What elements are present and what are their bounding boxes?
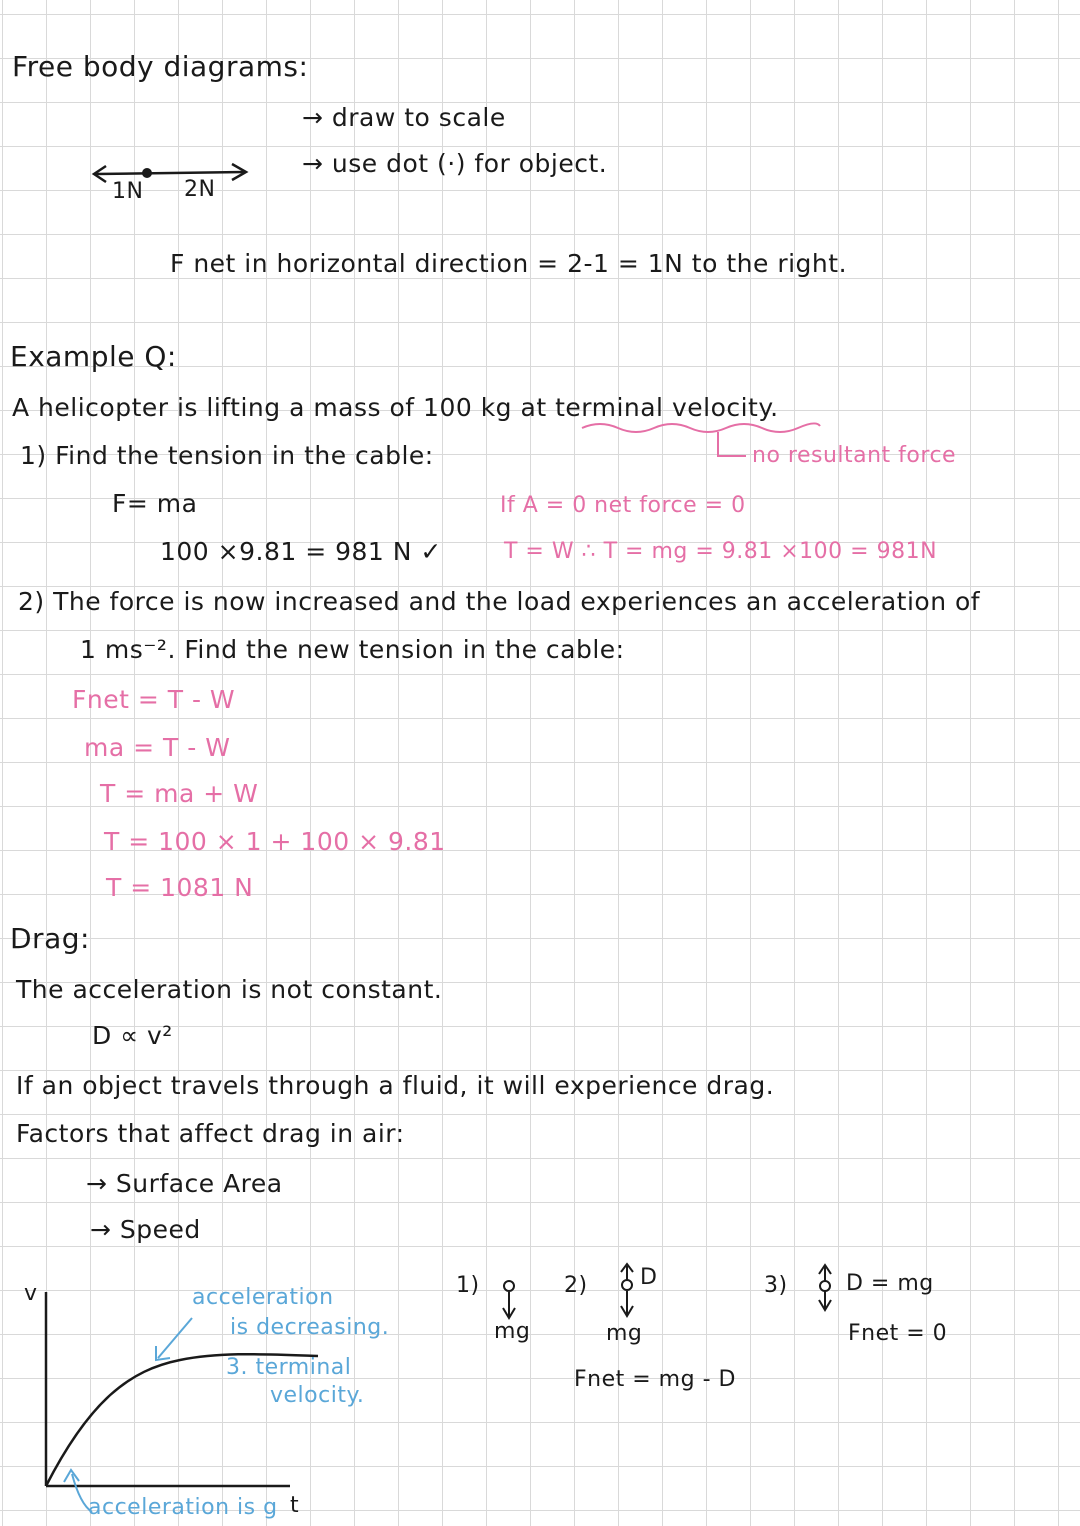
page-title: Free body diagrams: [12,50,309,83]
drag-factor-speed: → Speed [90,1215,201,1244]
drag-line-2: If an object travels through a fluid, it will experience drag. [16,1071,775,1100]
tension-calc-1: 100 ×9.81 = 981 N ✓ [160,537,442,566]
drag-line-3: Factors that affect drag in air: [16,1119,405,1148]
graph-x-label: t [290,1493,300,1518]
stage-2-number: 2) [564,1273,588,1298]
stage-1-number: 1) [456,1273,480,1298]
stage-2-drag: D [640,1265,658,1290]
stage-1-weight: mg [494,1319,531,1344]
annotation-terminal: 3. terminal [226,1355,352,1380]
if-a-zero-note: If A = 0 net force = 0 [500,493,746,518]
stage-2-weight: mg [606,1321,643,1346]
stage-3-number: 3) [764,1273,788,1298]
drag-heading: Drag: [10,922,90,955]
drag-proportionality: D ∝ v² [92,1021,173,1050]
f-equals-ma: F= ma [112,489,198,518]
example-heading: Example Q: [10,340,177,373]
working-line-4: T = 100 × 1 + 100 × 9.81 [104,827,446,856]
working-line-5: T = 1081 N [106,873,254,902]
working-line-1: Fnet = T - W [72,685,236,714]
tension-equals-weight: T = W ∴ T = mg = 9.81 ×100 = 981N [504,539,938,564]
fnet-horizontal: F net in horizontal direction = 2-1 = 1N to the right. [170,249,848,278]
working-line-3: T = ma + W [100,779,259,808]
annotation-accel-is-g: acceleration is g [88,1495,278,1520]
no-resultant-note: no resultant force [752,443,957,468]
stage-3-fnet: Fnet = 0 [848,1321,948,1346]
question-1: 1) Find the tension in the cable: [20,441,434,470]
drag-factor-surface-area: → Surface Area [86,1169,283,1198]
right-force-label: 2N [184,177,216,202]
working-line-2: ma = T - W [84,733,231,762]
question-2-line-2: 1 ms⁻². Find the new tension in the cable: [80,635,625,664]
annotation-is-decreasing: is decreasing. [230,1315,390,1340]
note-use-dot: → use dot (·) for object. [302,149,608,178]
graph-y-label: v [24,1281,38,1306]
note-draw-to-scale: → draw to scale [302,103,506,132]
stage-3-balance: D = mg [846,1271,934,1296]
example-statement: A helicopter is lifting a mass of 100 kg at terminal velocity. [12,393,779,422]
stage-2-fnet: Fnet = mg - D [574,1367,736,1392]
question-2-line-1: 2) The force is now increased and the load experiences an acceleration of [18,587,981,616]
left-force-label: 1N [112,179,144,204]
drag-line-1: The acceleration is not constant. [16,975,443,1004]
annotation-velocity: velocity. [270,1383,365,1408]
annotation-acceleration: acceleration [192,1285,334,1310]
